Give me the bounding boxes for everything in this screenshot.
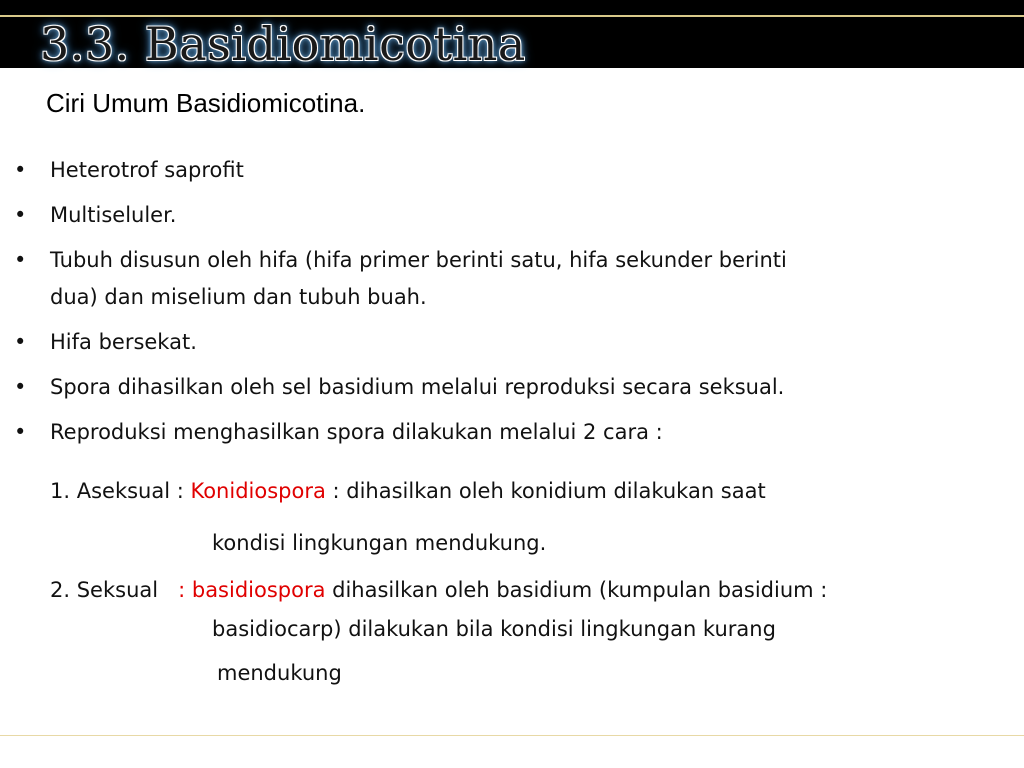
bullet-item bbox=[0, 152, 1000, 189]
bullet-text: Spora dihasilkan oleh sel basidium melalui reproduksi secara seksual. bbox=[50, 375, 785, 399]
reproduction-asexual-continuation: kondisi lingkungan mendukung. bbox=[212, 531, 547, 555]
bullet-item bbox=[0, 414, 1000, 451]
bullet-icon: • bbox=[14, 330, 27, 354]
bullet-item bbox=[0, 242, 1000, 316]
reproduction-highlight: Konidiospora bbox=[190, 479, 326, 503]
bullet-text: Tubuh disusun oleh hifa (hifa primer berinti satu, hifa sekunder berinti bbox=[50, 248, 787, 272]
reproduction-text: dihasilkan oleh basidium (kumpulan basidium : bbox=[325, 578, 828, 602]
reproduction-highlight: : basidiospora bbox=[178, 578, 326, 602]
bullet-text: Heterotrof saprofit bbox=[50, 158, 244, 182]
bullet-icon: • bbox=[14, 203, 27, 227]
reproduction-sexual-continuation: mendukung bbox=[217, 661, 342, 685]
bullet-icon: • bbox=[14, 248, 27, 272]
bullet-text-continuation: dua) dan miselium dan tubuh buah. bbox=[50, 285, 427, 309]
slide-title: 3.3. Basidiomicotina bbox=[40, 17, 526, 71]
reproduction-text: : dihasilkan oleh konidium dilakukan saat bbox=[325, 479, 766, 503]
bullet-icon: • bbox=[14, 420, 27, 444]
bullet-list bbox=[0, 152, 1000, 459]
bullet-text: Multiseluler. bbox=[50, 203, 177, 227]
bullet-text: Reproduksi menghasilkan spora dilakukan melalui 2 cara : bbox=[50, 420, 663, 444]
bullet-item bbox=[0, 324, 1000, 361]
footer-divider bbox=[0, 735, 1024, 736]
reproduction-prefix: 1. Aseksual : bbox=[50, 479, 191, 503]
bullet-icon: • bbox=[14, 158, 27, 182]
bullet-text: Hifa bersekat. bbox=[50, 330, 197, 354]
bullet-icon: • bbox=[14, 375, 27, 399]
bullet-item bbox=[0, 369, 1000, 406]
reproduction-sexual bbox=[50, 571, 827, 609]
bullet-item bbox=[0, 197, 1000, 234]
reproduction-sexual-continuation: basidiocarp) dilakukan bila kondisi lingkungan kurang bbox=[212, 617, 776, 641]
slide-subtitle: Ciri Umum Basidiomicotina. bbox=[46, 88, 366, 118]
reproduction-prefix: 2. Seksual bbox=[50, 578, 179, 602]
reproduction-asexual bbox=[50, 472, 766, 510]
